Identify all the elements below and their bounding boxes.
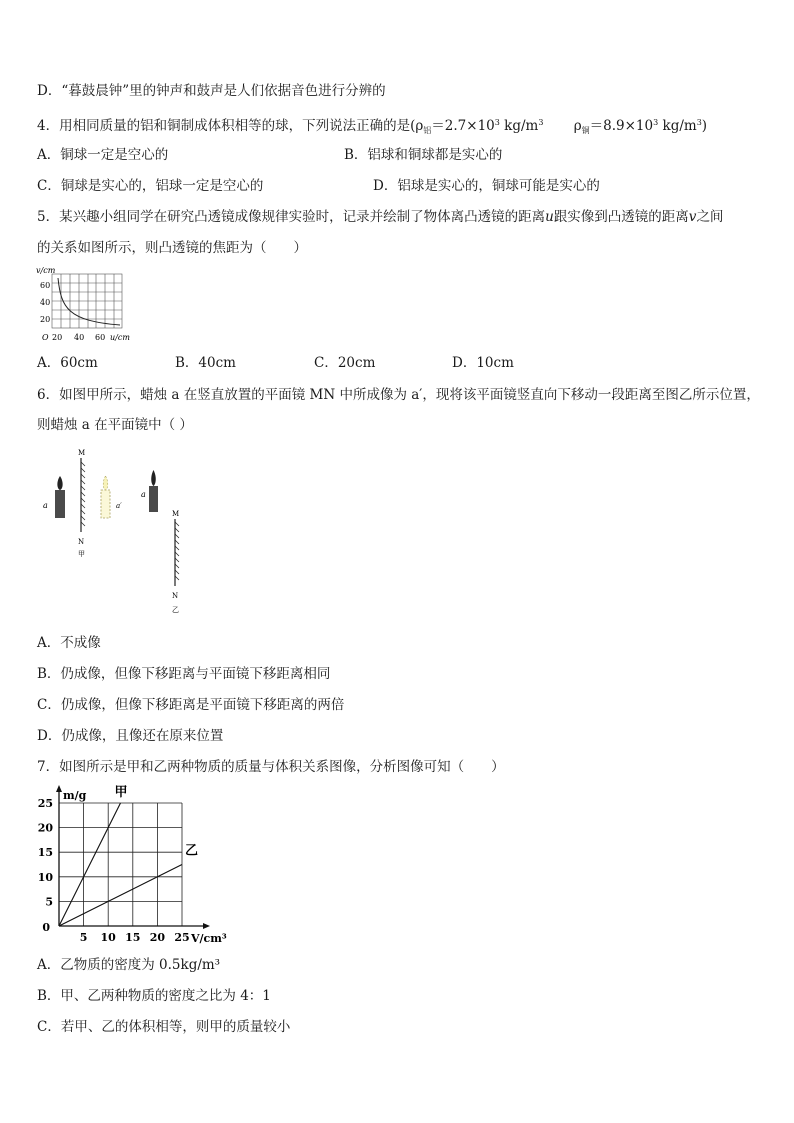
- q7-ytick: 5: [45, 895, 53, 909]
- q5-ytick-20: 20: [40, 315, 51, 324]
- q5-xlabel: u/cm: [110, 333, 130, 342]
- candle-a-yi: [149, 470, 158, 512]
- q7-option-b: B．甲、乙两种物质的密度之比为 4：1: [37, 988, 271, 1004]
- q4-al-value: ＝2.7×10: [431, 118, 495, 134]
- q6-option-b: B．仍成像，但像下移距离与平面镜下移距离相同: [37, 666, 331, 682]
- q4-option-a: A．铜球一定是空心的: [37, 147, 169, 163]
- candle-image-jia: [101, 476, 110, 518]
- q7-chart: [34, 784, 230, 948]
- label-m-yi: M: [172, 510, 180, 518]
- q5-v-symbol: v: [688, 209, 697, 225]
- q6-figure: [38, 444, 198, 620]
- q7-series-lines: [59, 803, 182, 926]
- q4-rho-cu: ρ: [573, 118, 582, 134]
- q5-curve: [58, 278, 120, 325]
- q7-series-label-0: 甲: [114, 785, 128, 800]
- q7-ytick: 25: [37, 797, 53, 810]
- q5-xtick-20: 20: [52, 333, 63, 342]
- q7-ylabel: m/g: [63, 789, 87, 802]
- q6-option-c: C．仍成像，但像下移距离是平面镜下移距离的两倍: [37, 697, 345, 713]
- q3-option-d: D．“暮鼓晨钟”里的钟声和鼓声是人们依据音色进行分辨的: [37, 83, 386, 99]
- q5-ylabel: v/cm: [36, 266, 56, 275]
- q4-al-unit: kg/m: [499, 118, 539, 134]
- q7-ytick: 10: [37, 870, 53, 884]
- q7-series-line-0: [59, 803, 121, 926]
- q7-series-line-1: [59, 865, 182, 927]
- q7-x-arrow: [203, 923, 210, 929]
- q5-u-symbol: u: [545, 209, 554, 225]
- q5-option-a: A．60cm: [37, 355, 98, 371]
- q7-xlabel: V/cm³: [191, 932, 227, 945]
- q7-xtick: 25: [174, 931, 190, 944]
- q4-al-exponent: 3: [494, 118, 500, 127]
- q7-origin: 0: [42, 921, 50, 934]
- label-n-jia: N: [78, 538, 85, 546]
- label-a-prime: a′: [116, 502, 122, 510]
- q5-stem-part2: 跟实像到凸透镜的距离: [553, 209, 689, 225]
- q5-graph: [34, 264, 134, 348]
- q5-option-c: C．20cm: [314, 355, 376, 371]
- q5-xtick-60: 60: [95, 333, 106, 342]
- q4-option-d: D．铝球是实心的，铜球可能是实心的: [373, 178, 600, 194]
- q4-option-c: C．铜球是实心的，铝球一定是空心的: [37, 178, 264, 194]
- q7-xtick: 20: [149, 931, 166, 944]
- q6-stem-line2: 则蜡烛 a 在平面镜中（ ）: [37, 417, 193, 433]
- q5-ytick-40: 40: [40, 298, 51, 307]
- q4-stem-text: 4．用相同质量的铝和铜制成体积相等的球，下列说法正确的是(: [37, 118, 416, 134]
- q7-grid: [59, 803, 182, 926]
- q7-xtick: 15: [125, 931, 141, 944]
- q5-option-d: D．10cm: [452, 355, 514, 371]
- q5-option-b: B．40cm: [175, 355, 236, 371]
- q7-series-label-1: 乙: [185, 843, 199, 859]
- q5-stem-line1: [37, 208, 723, 226]
- q4-cu-unit-exponent: 3: [696, 118, 702, 127]
- q4-cu-subscript: 铜: [581, 126, 590, 135]
- q5-stem-line2: 的关系如图所示，则凸透镜的焦距为（ ）: [37, 240, 307, 256]
- q7-y-arrow: [56, 785, 62, 792]
- label-a-yi: a: [141, 490, 146, 499]
- q5-ytick-60: 60: [40, 281, 51, 290]
- q7-ytick: 15: [37, 846, 53, 860]
- q4-cu-exponent: 3: [653, 118, 659, 127]
- q7-option-c: C．若甲、乙的体积相等，则甲的质量较小: [37, 1019, 291, 1035]
- q4-cu-value: ＝8.9×10: [589, 118, 654, 134]
- q4-option-b: B．铝球和铜球都是实心的: [344, 147, 503, 163]
- label-n-yi: N: [172, 592, 179, 600]
- candle-a-jia: [55, 476, 65, 518]
- q7-stem: 7．如图所示是甲和乙两种物质的质量与体积关系图像，分析图像可知（ ）: [37, 759, 505, 775]
- label-a-jia: a: [43, 501, 48, 510]
- label-yi: 乙: [172, 606, 179, 614]
- q7-ytick: 20: [37, 821, 53, 835]
- q5-origin: O: [42, 333, 49, 342]
- q6-stem-line1: 6．如图甲所示，蜡烛 a 在竖直放置的平面镜 MN 中所成像为 a′，现将该平面镜竖直向下移动一段距离至图乙所示位置，: [37, 387, 760, 403]
- label-jia: 甲: [78, 550, 85, 558]
- q6-option-d: D．仍成像，且像还在原来位置: [37, 728, 224, 744]
- q6-option-a: A．不成像: [37, 635, 101, 651]
- q7-option-a: A．乙物质的密度为 0.5kg/m³: [37, 957, 221, 973]
- q7-tick-labels: [38, 785, 227, 945]
- q4-al-subscript: 铝: [423, 126, 432, 135]
- mirror-yi-hatch: [175, 522, 179, 580]
- q7-xtick: 10: [100, 931, 116, 944]
- q4-stem: [37, 114, 707, 140]
- q5-xtick-40: 40: [74, 333, 85, 342]
- label-m-jia: M: [78, 449, 86, 457]
- q7-xtick: 5: [79, 931, 88, 944]
- q4-al-unit-exponent: 3: [538, 118, 544, 127]
- q4-rho-al: ρ: [415, 118, 424, 134]
- q4-cu-unit: kg/m: [658, 118, 697, 134]
- q4-close-paren: ): [701, 118, 708, 134]
- q5-stem-part1: 5．某兴趣小组同学在研究凸透镜成像规律实验时，记录并绘制了物体离凸透镜的距离: [37, 209, 546, 225]
- q5-stem-part3: 之间: [696, 209, 724, 225]
